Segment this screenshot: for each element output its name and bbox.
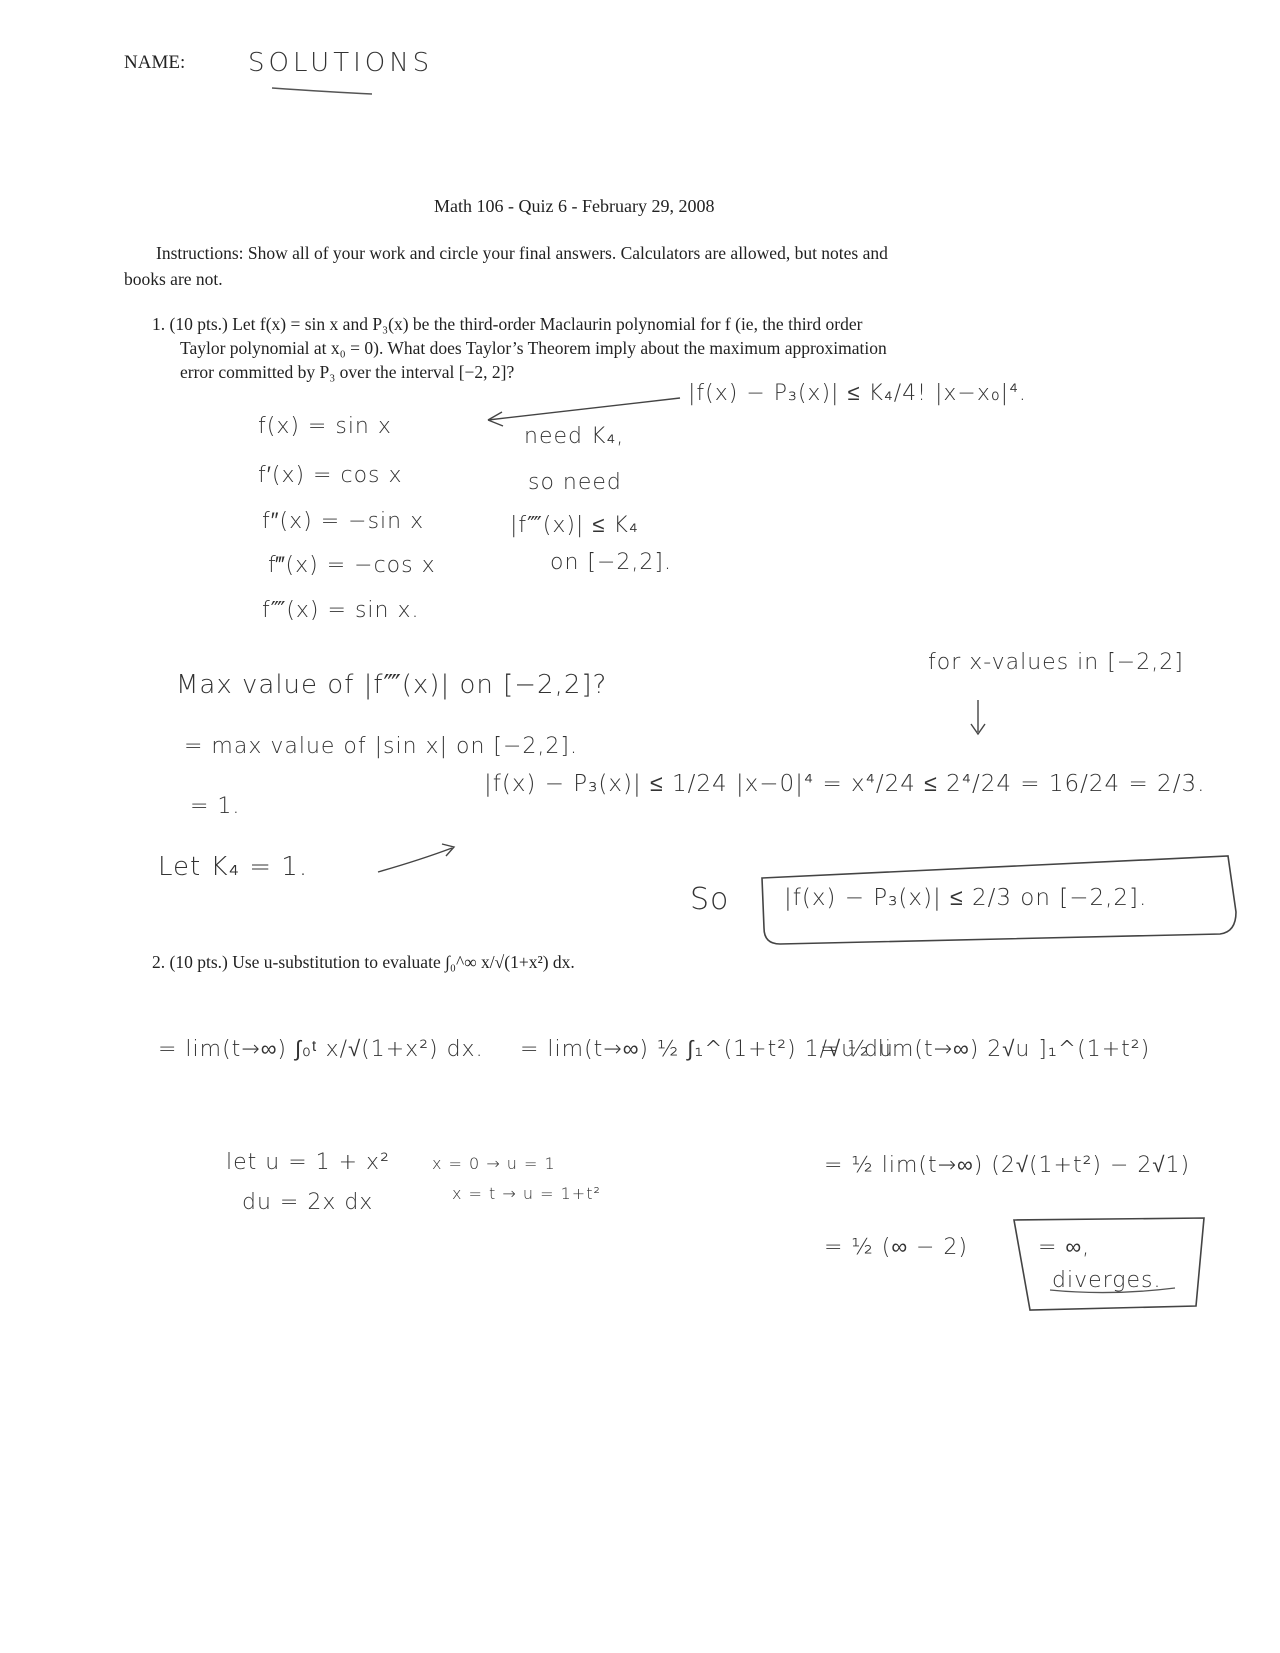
need-note-0: need K₄,	[524, 424, 625, 449]
q2-sub-2: du = 2x dx	[242, 1190, 374, 1215]
deriv-1: f′(x) = cos x	[258, 463, 403, 488]
name-value: SOLUTIONS	[248, 48, 434, 78]
need-note-1: so need	[528, 470, 622, 495]
q1-line-2: Taylor polynomial at x₀ = 0). What does Taylor’s Theorem imply about the maximum approximation	[180, 338, 887, 358]
so-label: So	[690, 882, 730, 917]
q1-answer: |f(x) − P₃(x)| ≤ 2/3 on [−2,2].	[784, 885, 1148, 911]
instructions-line-1: Instructions: Show all of your work and circle your final answers. Calculators are allowed, but notes and	[156, 243, 888, 263]
q2-bounds-2: x = t → u = 1+t²	[452, 1184, 601, 1203]
deriv-0: f(x) = sin x	[258, 414, 392, 439]
q2-step-2: = lim(t→∞) ½ ∫₁^(1+t²) 1/√u du	[520, 1037, 894, 1062]
let-k4: Let K₄ = 1.	[158, 852, 309, 882]
max-value-question: Max value of |f⁗(x)| on [−2,2]?	[176, 670, 608, 700]
q1-line-1: 1. (10 pts.) Let f(x) = sin x and P₃(x) be the third-order Maclaurin polynomial for f (ie, the third order	[152, 314, 863, 334]
q2-step-5: = ½ (∞ − 2)	[824, 1235, 969, 1260]
q2-answer-1: = ∞,	[1038, 1235, 1091, 1260]
q2-step-4: = ½ lim(t→∞) (2√(1+t²) − 2√1)	[824, 1153, 1191, 1178]
q1-taylor-bound: |f(x) − P₃(x)| ≤ K₄/4! |x−x₀|⁴.	[688, 381, 1027, 406]
page-title: Math 106 - Quiz 6 - February 29, 2008	[434, 196, 715, 216]
bound-chain: |f(x) − P₃(x)| ≤ 1/24 |x−0|⁴ = x⁴/24 ≤ 2⁴/24 = 16/24 = 2/3.	[484, 771, 1206, 797]
name-label: NAME:	[124, 52, 186, 73]
deriv-4: f⁗(x) = sin x.	[262, 598, 420, 623]
q2-prompt: 2. (10 pts.) Use u-substitution to evaluate ∫₀^∞ x/√(1+x²) dx.	[152, 952, 575, 972]
instructions-line-2: books are not.	[124, 269, 223, 289]
need-note-2: |f⁗(x)| ≤ K₄	[510, 513, 639, 538]
max-value-line-3: = 1.	[190, 794, 241, 819]
q2-step-3: = ½ lim(t→∞) 2√u ]₁^(1+t²)	[820, 1037, 1151, 1062]
max-value-line-2: = max value of |sin x| on [−2,2].	[184, 734, 578, 759]
need-note-3: on [−2,2].	[550, 550, 672, 575]
q2-answer-2: diverges.	[1052, 1268, 1162, 1293]
q1-line-3: error committed by P₃ over the interval [−2, 2]?	[180, 362, 515, 382]
q2-step-1: = lim(t→∞) ∫₀ᵗ x/√(1+x²) dx.	[158, 1037, 484, 1062]
q2-bounds-1: x = 0 → u = 1	[432, 1154, 556, 1173]
deriv-3: f‴(x) = −cos x	[268, 553, 436, 578]
x-values-note: for x-values in [−2,2]	[928, 650, 1184, 675]
deriv-2: f″(x) = −sin x	[262, 509, 425, 534]
q2-sub-1: let u = 1 + x²	[226, 1150, 390, 1175]
